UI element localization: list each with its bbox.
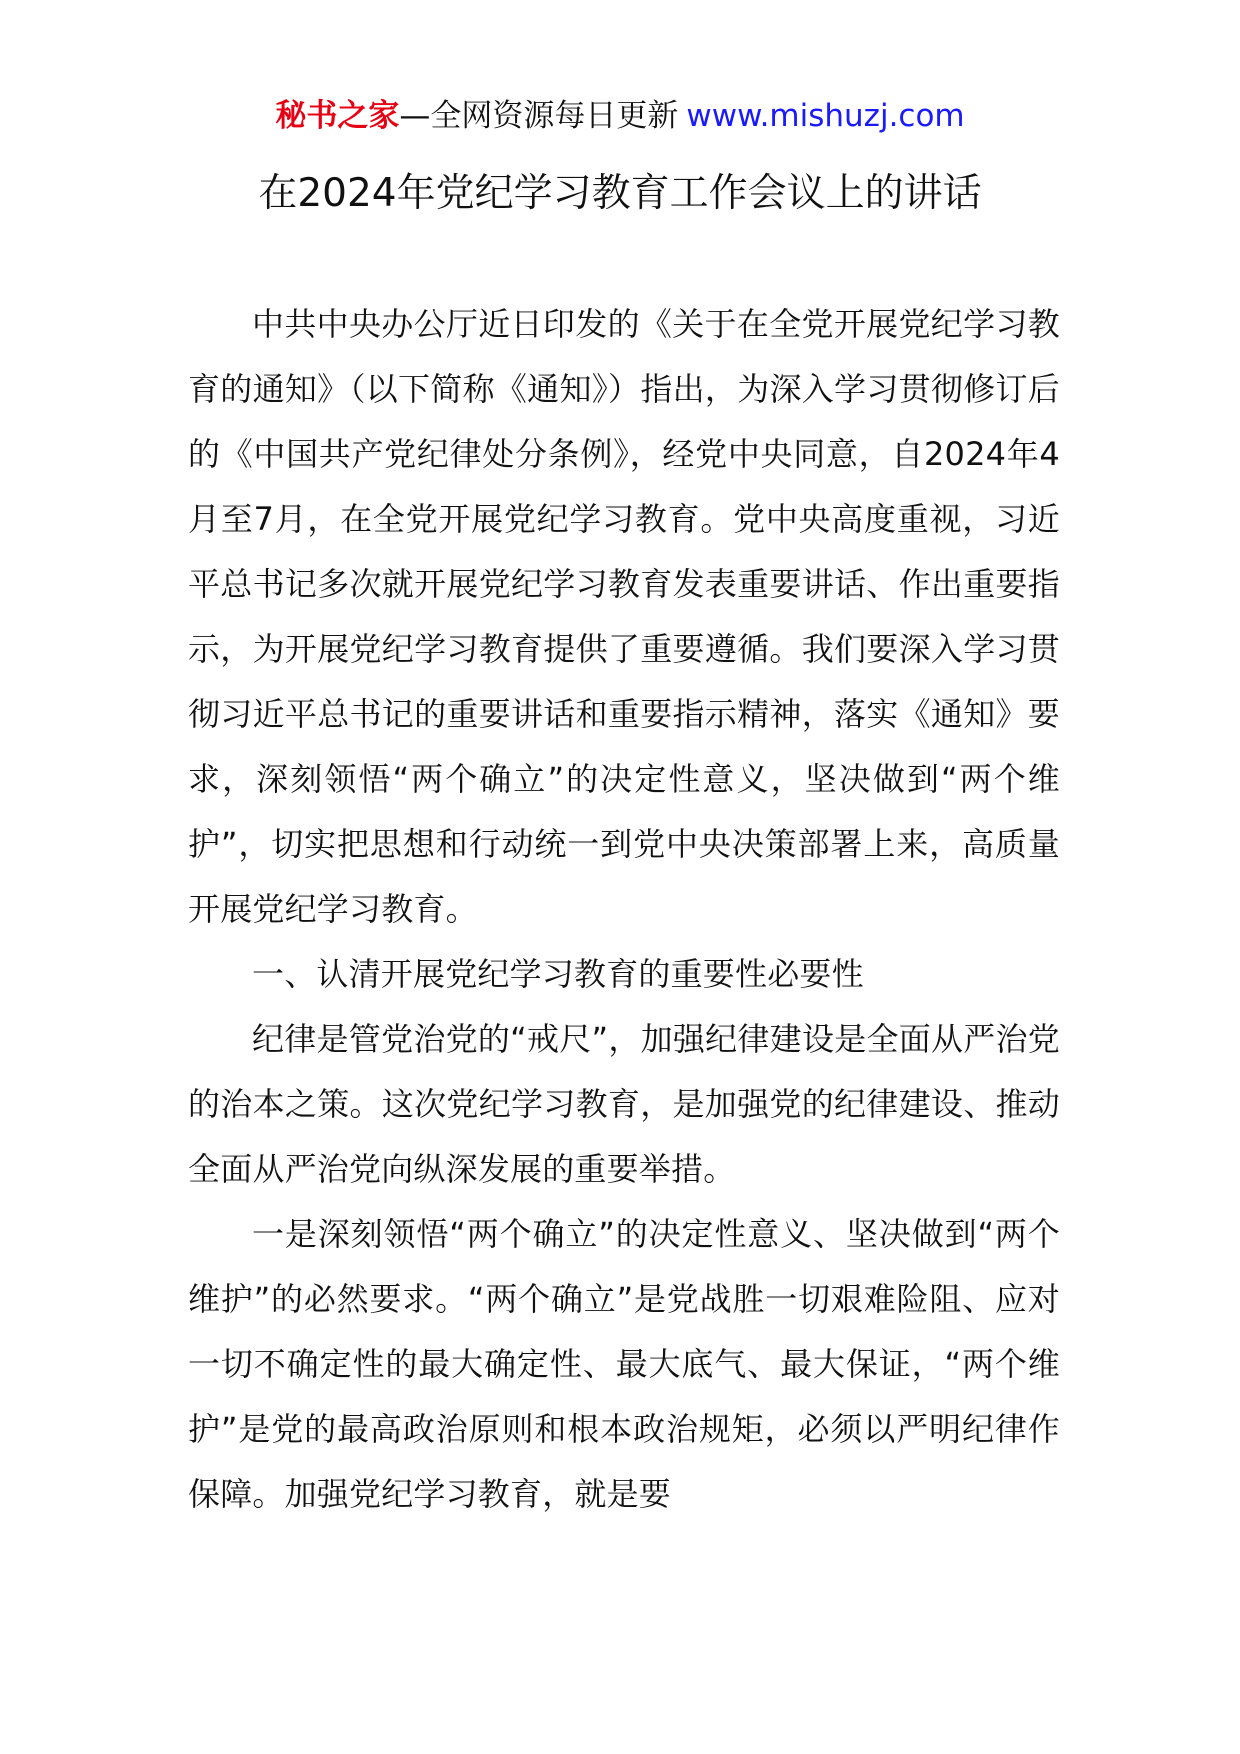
paragraph-point-1: 一是深刻领悟“两个确立”的决定性意义、坚决做到“两个维护”的必然要求。“两个确立”是党战胜一切艰难险阻、应对一切不确定性的最大确定性、最大底气、最大保证，“两个维护”是党的最高政治原则和根本政治规矩，必须以严明纪律作保障。加强党纪学习教育，就是要	[188, 1215, 1060, 1513]
paragraph-discipline: 纪律是管党治党的“戒尺”，加强纪律建设是全面从严治党的治本之策。这次党纪学习教育，是加强党的纪律建设、推动全面从严治党向纵深发展的重要举措。	[188, 1020, 1060, 1188]
site-url-link[interactable]: www.mishuzj.com	[686, 98, 965, 134]
site-header	[0, 96, 1240, 136]
section-heading-1: 一、认清开展党纪学习教育的重要性必要性	[252, 955, 864, 993]
site-name: 秘书之家	[275, 98, 400, 134]
document-title: 在2024年党纪学习教育工作会议上的讲话	[258, 171, 982, 216]
document-body	[188, 292, 1060, 1527]
site-slogan: —全网资源每日更新	[399, 98, 679, 134]
paragraph-intro: 中共中央办公厅近日印发的《关于在全党开展党纪学习教育的通知》（以下简称《通知》）指出，为深入学习贯彻修订后的《中国共产党纪律处分条例》，经党中央同意，自2024年4月至7月，在全党开展党纪学习教育。党中央高度重视，习近平总书记多次就开展党纪学习教育发表重要讲话、作出重要指示，为开展党纪学习教育提供了重要遵循。我们要深入学习贯彻习近平总书记的重要讲话和重要指示精神，落实《通知》要求，深刻领悟“两个确立”的决定性意义，坚决做到“两个维护”，切实把思想和行动统一到党中央决策部署上来，高质量开展党纪学习教育。	[188, 305, 1060, 928]
